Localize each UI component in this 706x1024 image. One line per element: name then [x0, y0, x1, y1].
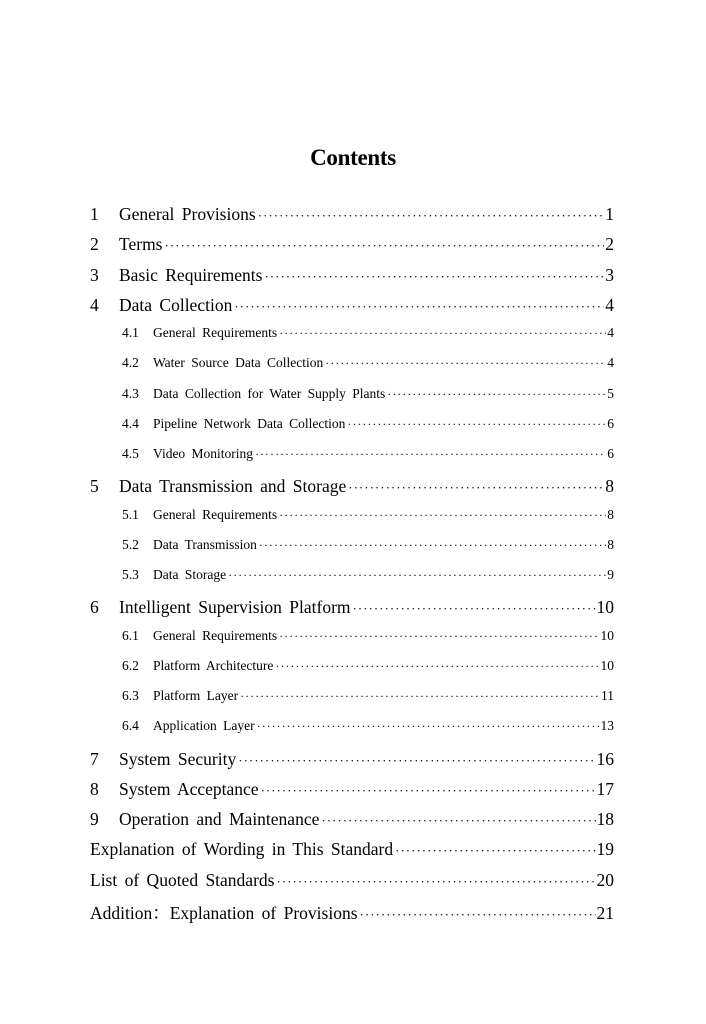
- toc-subsection-entry: [90, 718, 614, 748]
- toc-entry-label: Pipeline Network Data Collection: [153, 415, 346, 431]
- toc-entry-number: 5: [90, 476, 99, 497]
- toc-entry-number: 6.3: [122, 688, 139, 703]
- dot-leader: [279, 629, 599, 644]
- toc-entry-page-number: 4: [607, 325, 614, 340]
- toc-entry-label: Platform Architecture: [153, 657, 274, 673]
- toc-entry-page-number: 3: [605, 264, 614, 285]
- toc-chapter-entry: [90, 295, 614, 325]
- toc-entry-number: 6.4: [122, 718, 139, 734]
- dot-leader: [275, 659, 599, 674]
- toc-chapter-entry: [90, 597, 614, 627]
- toc-entry-label: Water Source Data Collection: [153, 355, 324, 371]
- toc-entry-label: General Requirements: [153, 627, 278, 643]
- toc-entry-number: 5.1: [122, 506, 139, 522]
- dot-leader: [321, 813, 595, 829]
- dot-leader: [347, 417, 606, 432]
- toc-entry-page-number: 9: [607, 567, 614, 582]
- toc-chapter-entry: [90, 779, 614, 809]
- dot-leader: [353, 601, 596, 617]
- toc-entry-page-number: 6: [607, 415, 614, 431]
- toc-entry-label: Data Collection for Water Supply Plants: [153, 385, 386, 401]
- toc-entry-label: Video Monitoring: [153, 446, 254, 461]
- dot-leader: [258, 208, 605, 224]
- toc-entry-number: 4.4: [122, 415, 139, 431]
- toc-entry-number: 3: [90, 264, 99, 285]
- toc-entry-label: Data Transmission and Storage: [119, 476, 347, 497]
- toc-entry-number: 2: [90, 234, 99, 255]
- toc-entry-number: 8: [90, 778, 99, 799]
- toc-entry-label: Intelligent Supervision Platform: [119, 597, 351, 618]
- dot-leader: [238, 753, 595, 769]
- toc-entry-label: General Provisions: [119, 204, 256, 224]
- dot-leader: [360, 907, 596, 923]
- toc-entry-page-number: 21: [596, 902, 614, 923]
- toc-entry-page-number: 17: [596, 778, 614, 799]
- dot-leader: [255, 447, 606, 462]
- dot-leader: [264, 269, 604, 285]
- toc-chapter-entry: [90, 204, 614, 234]
- toc-subsection-entry: [90, 658, 614, 688]
- toc-appendix-entry: [90, 870, 614, 900]
- toc-entry-number: 6.2: [122, 657, 139, 673]
- toc-entry-number: 5.2: [122, 536, 139, 552]
- toc-entry-page-number: 19: [596, 839, 614, 860]
- toc-entry-number: 4.1: [122, 325, 139, 340]
- toc-entry-page-number: 10: [600, 627, 614, 643]
- toc-subsection-entry: [90, 325, 614, 355]
- toc-entry-label: Terms: [119, 234, 163, 255]
- dot-leader: [387, 387, 606, 402]
- toc-entry-page-number: 18: [596, 809, 614, 829]
- toc-entry-page-number: 4: [607, 355, 614, 371]
- toc-entry-page-number: 10: [600, 657, 614, 673]
- toc-subsection-entry: [90, 386, 614, 416]
- toc-entry-label: General Requirements: [153, 325, 278, 340]
- toc-subsection-entry: [90, 628, 614, 658]
- toc-chapter-entry: [90, 265, 614, 295]
- toc-entry-label: General Requirements: [153, 506, 278, 522]
- toc-subsection-entry: [90, 688, 614, 718]
- toc-entry-number: 7: [90, 748, 99, 769]
- toc-entry-page-number: 11: [601, 688, 614, 703]
- toc-appendix-entry: [90, 839, 614, 869]
- dot-leader: [234, 299, 604, 315]
- dot-leader: [228, 568, 606, 583]
- dot-leader: [395, 843, 595, 859]
- toc-entry-label: System Security: [119, 748, 237, 769]
- toc-subsection-entry: [90, 355, 614, 385]
- toc-subsection-entry: [90, 446, 614, 476]
- toc-entry-number: 4.3: [122, 385, 139, 401]
- dot-leader: [261, 783, 596, 799]
- page-title: Contents: [310, 145, 396, 170]
- toc-entry-label: Addition：Explanation of Provisions: [90, 902, 358, 923]
- toc-chapter-entry: [90, 809, 614, 839]
- toc-entry-label: Basic Requirements: [119, 264, 263, 285]
- dot-leader: [279, 326, 606, 341]
- toc-entry-page-number: 2: [605, 234, 614, 255]
- toc-entry-label: System Acceptance: [119, 778, 259, 799]
- toc-appendix-entry: [90, 900, 614, 930]
- dot-leader: [325, 356, 606, 371]
- dot-leader: [259, 538, 606, 553]
- toc-entry-page-number: 6: [607, 446, 614, 461]
- toc-entry-page-number: 16: [596, 748, 614, 769]
- dot-leader: [165, 238, 605, 254]
- toc-subsection-entry: [90, 416, 614, 446]
- toc-entry-label: Data Storage: [153, 567, 227, 582]
- toc-entry-label: Explanation of Wording in This Standard: [90, 839, 394, 860]
- toc-entry-page-number: 1: [605, 204, 614, 224]
- toc-chapter-entry: [90, 234, 614, 264]
- toc-entry-label: Data Transmission: [153, 536, 257, 552]
- toc-chapter-entry: [90, 476, 614, 506]
- toc-entry-page-number: 8: [605, 476, 614, 497]
- toc-entry-page-number: 8: [607, 506, 614, 522]
- toc-entry-number: 5.3: [122, 567, 139, 582]
- toc-entry-page-number: 8: [607, 536, 614, 552]
- toc-subsection-entry: [90, 507, 614, 537]
- dot-leader: [240, 689, 600, 704]
- toc-entry-page-number: 13: [600, 718, 614, 734]
- toc-subsection-entry: [90, 537, 614, 567]
- toc-entry-label: Operation and Maintenance: [119, 809, 320, 829]
- toc-entry-page-number: 20: [596, 869, 614, 890]
- dot-leader: [348, 480, 604, 496]
- toc-entry-page-number: 4: [605, 294, 614, 315]
- dot-leader: [257, 719, 600, 734]
- toc-entry-number: 9: [90, 809, 99, 829]
- table-of-contents: [90, 204, 614, 930]
- dot-leader: [276, 874, 595, 890]
- toc-entry-label: Data Collection: [119, 294, 233, 315]
- toc-entry-number: 4.2: [122, 355, 139, 371]
- toc-entry-page-number: 10: [596, 597, 614, 618]
- toc-entry-page-number: 5: [607, 385, 614, 401]
- toc-entry-number: 4: [90, 294, 99, 315]
- toc-entry-number: 6.1: [122, 627, 139, 643]
- toc-entry-number: 6: [90, 597, 99, 618]
- toc-entry-label: Platform Layer: [153, 688, 239, 703]
- toc-entry-number: 1: [90, 204, 99, 224]
- toc-entry-label: List of Quoted Standards: [90, 869, 275, 890]
- toc-chapter-entry: [90, 749, 614, 779]
- toc-entry-number: 4.5: [122, 446, 139, 461]
- dot-leader: [279, 508, 606, 523]
- toc-subsection-entry: [90, 567, 614, 597]
- toc-entry-label: Application Layer: [153, 718, 255, 734]
